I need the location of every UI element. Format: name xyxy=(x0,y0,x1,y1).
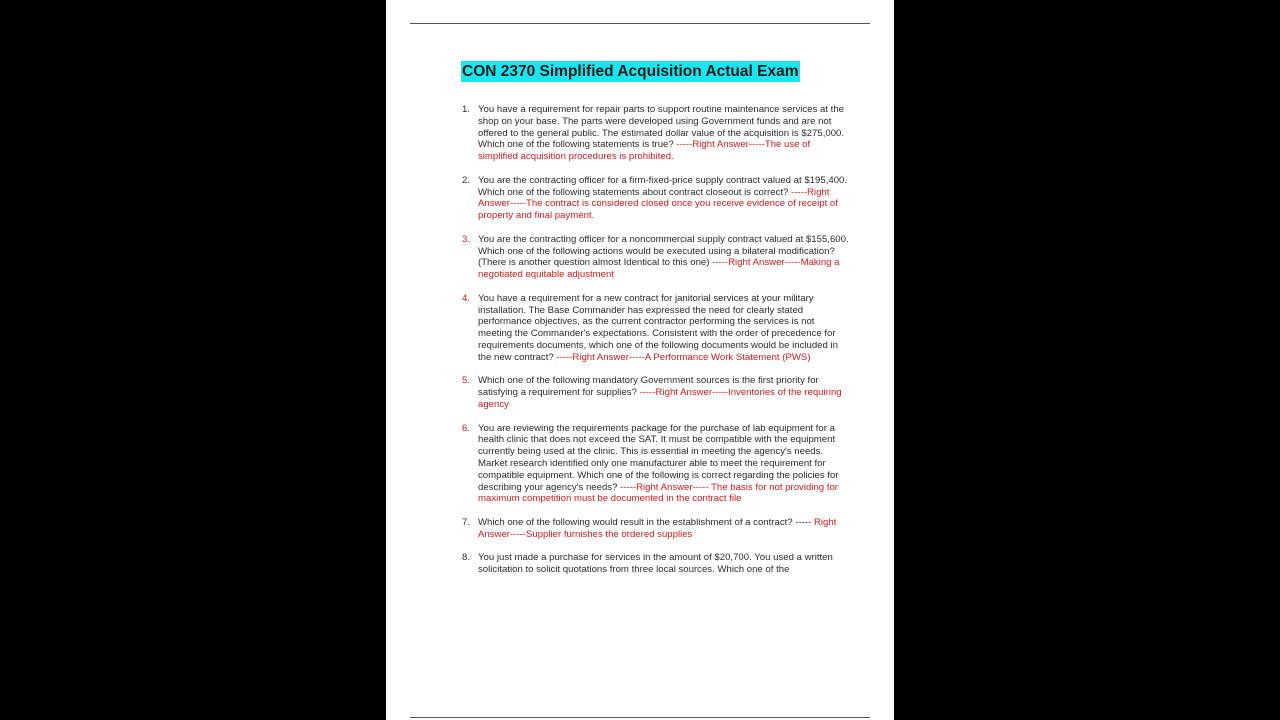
question-text: Which one of the following mandatory Government sources is the first priority for satisfying a requirement for supplies? xyxy=(478,375,819,399)
footer-rule xyxy=(410,717,870,718)
question-number: 5. xyxy=(462,375,471,387)
question-text: You have a requirement for repair parts to support routine maintenance services at the shop on your base. The parts were developed using Government funds and are not offered to the general public. The estimated dollar value of the acquisition is $275,000. Which one of the following statements is true? xyxy=(478,104,845,151)
right-answer: -----Right Answer-----Inventories of the requiring agency xyxy=(478,387,842,410)
question-number: 2. xyxy=(462,174,471,186)
question-text: You are the contracting officer for a firm-fixed-price supply contract valued at $195,400. Which one of the following statements about contract closeout is correct? xyxy=(478,174,848,198)
question-number: 4. xyxy=(462,292,471,304)
question-number: 3. xyxy=(462,233,471,245)
document-title: CON 2370 Simplified Acquisition Actual Exam xyxy=(462,63,799,80)
right-answer: -----Right Answer----- The basis for not providing for maximum competition must be documented in the contract file xyxy=(478,481,838,505)
question-item xyxy=(458,104,850,163)
question-number: 7. xyxy=(462,516,471,528)
question-number: 8. xyxy=(462,552,471,564)
right-answer: -----Right Answer-----Making a negotiated equitable adjustment xyxy=(478,257,840,281)
question-item xyxy=(458,234,850,281)
right-answer: Right Answer-----Supplier furnishes the ordered supplies xyxy=(478,516,837,540)
question-list xyxy=(458,104,850,588)
question-text: You have a requirement for a new contract for janitorial services at your military installation. The Base Commander has expressed the need for clearly stated performance objectives, as the current contractor performing the services is not meeting the Commander's expectations. Consistent with the order of precedence for requirements documents, which one of the following documents would be included in the new contract? xyxy=(478,292,838,363)
question-item xyxy=(458,293,850,364)
question-item xyxy=(458,375,850,410)
question-text: You just made a purchase for services in the amount of $20,700. You used a written solicitation to solicit quotations from three local sources. Which one of the xyxy=(478,552,833,576)
question-number: 6. xyxy=(462,422,471,434)
right-answer: -----Right Answer-----A Performance Work Statement (PWS) xyxy=(556,351,811,363)
question-text: You are the contracting officer for a noncommercial supply contract valued at $155,600. Which one of the following actions would be executed using a bilateral modification? (There is another question almost Identical to this one) xyxy=(478,233,849,269)
question-text: You are reviewing the requirements package for the purchase of lab equipment for a health clinic that does not exceed the SAT. It must be compatible with the equipment currently being used at the clinic. This is essential in meeting the agency's needs. Market research identified only one manufacturer able to meet the requirement for compatible equipment. Which one of the following is correct regarding the policies for describing your agency's needs? xyxy=(478,422,839,493)
document-page xyxy=(386,0,894,720)
question-item xyxy=(458,552,850,576)
right-answer: -----Right Answer-----The use of simplified acquisition procedures is prohibited. xyxy=(478,139,811,163)
question-item xyxy=(458,175,850,222)
question-number: 1. xyxy=(462,104,471,115)
right-answer: -----Right Answer-----The contract is considered closed once you receive evidence of receipt of property and final payment. xyxy=(478,186,838,222)
question-item xyxy=(458,423,850,506)
question-item xyxy=(458,517,850,541)
header-rule xyxy=(410,23,870,24)
question-text: Which one of the following would result in the establishment of a contract? ----- xyxy=(478,516,814,528)
